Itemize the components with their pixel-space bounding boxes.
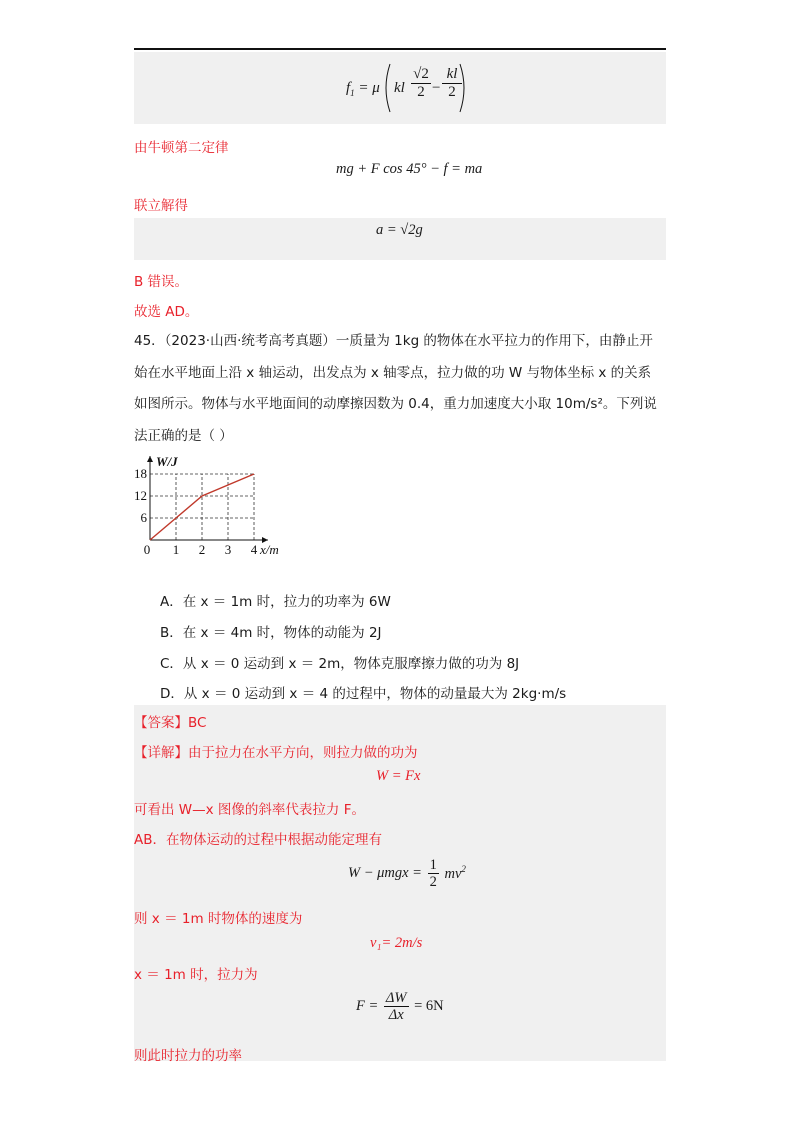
x-axis-label: x/m bbox=[260, 542, 279, 557]
solve-label: 联立解得 bbox=[134, 198, 188, 214]
detail-line-1: 【详解】由于拉力在水平方向，则拉力做的功为 bbox=[134, 745, 418, 761]
answer-label: 【答案】BC bbox=[134, 715, 207, 731]
option-c[interactable]: C．从 x ＝ 0 运动到 x ＝ 2m，物体克服摩擦力做的功为 8J bbox=[160, 656, 520, 672]
detail-line-5: x ＝ 1m 时，拉力为 bbox=[134, 967, 258, 983]
work-position-chart bbox=[134, 448, 294, 560]
y-tick-label: 18 bbox=[134, 466, 147, 481]
option-b[interactable]: B．在 x ＝ 4m 时，物体的动能为 2J bbox=[160, 625, 382, 641]
question-line-3: 如图所示。物体与水平地面间的动摩擦因数为 0.4，重力加速度大小取 10m/s²。下列说 bbox=[134, 396, 657, 412]
formula-newton: mg + F cos 45° − f = ma bbox=[336, 161, 483, 177]
x-tick-label: 2 bbox=[198, 542, 206, 557]
detail-line-3: AB．在物体运动的过程中根据动能定理有 bbox=[134, 832, 382, 848]
newton-label: 由牛顿第二定律 bbox=[134, 140, 229, 156]
formula-energy: W − μmgx = $\frac{1}{2}$ $mv^2$ bbox=[348, 857, 466, 890]
formula-force: F = $\frac{\Delta W}{\Delta x}$ = 6N bbox=[356, 990, 444, 1023]
choose-ad: 故选 AD。 bbox=[134, 304, 199, 320]
y-axis-arrow bbox=[147, 456, 153, 462]
detail-line-6: 则此时拉力的功率 bbox=[134, 1048, 242, 1064]
formula-work: W = Fx bbox=[376, 768, 421, 784]
option-a[interactable]: A．在 x ＝ 1m 时，拉力的功率为 6W bbox=[160, 594, 391, 610]
question-line-2: 始在水平地面上沿 x 轴运动，出发点为 x 轴零点，拉力做的功 W 与物体坐标 x 的关系 bbox=[134, 365, 652, 381]
y-tick-label: 6 bbox=[140, 510, 147, 525]
x-tick-label: 0 bbox=[143, 542, 151, 557]
x-tick-label: 1 bbox=[172, 542, 180, 557]
x-tick-label: 4 bbox=[250, 542, 258, 557]
detail-line-2: 可看出 W—x 图像的斜率代表拉力 F。 bbox=[134, 802, 365, 818]
detail-line-4: 则 x ＝ 1m 时物体的速度为 bbox=[134, 911, 303, 927]
header-rule bbox=[134, 48, 666, 50]
question-line-1: 45．（2023·山西·统考高考真题）一质量为 1kg 的物体在水平拉力的作用下，由静止开 bbox=[134, 333, 653, 349]
y-tick-label: 12 bbox=[134, 488, 147, 503]
option-d[interactable]: D．从 x ＝ 0 运动到 x ＝ 4 的过程中，物体的动量最大为 2kg·m/s bbox=[160, 686, 567, 702]
question-line-4: 法正确的是（ ） bbox=[134, 428, 233, 444]
formula-velocity: v₁= 2m/s bbox=[370, 935, 423, 951]
y-axis-label: W/J bbox=[156, 454, 178, 469]
x-tick-label: 3 bbox=[224, 542, 232, 557]
formula-accel: a = √2g bbox=[376, 222, 423, 238]
b-wrong: B 错误。 bbox=[134, 274, 189, 290]
